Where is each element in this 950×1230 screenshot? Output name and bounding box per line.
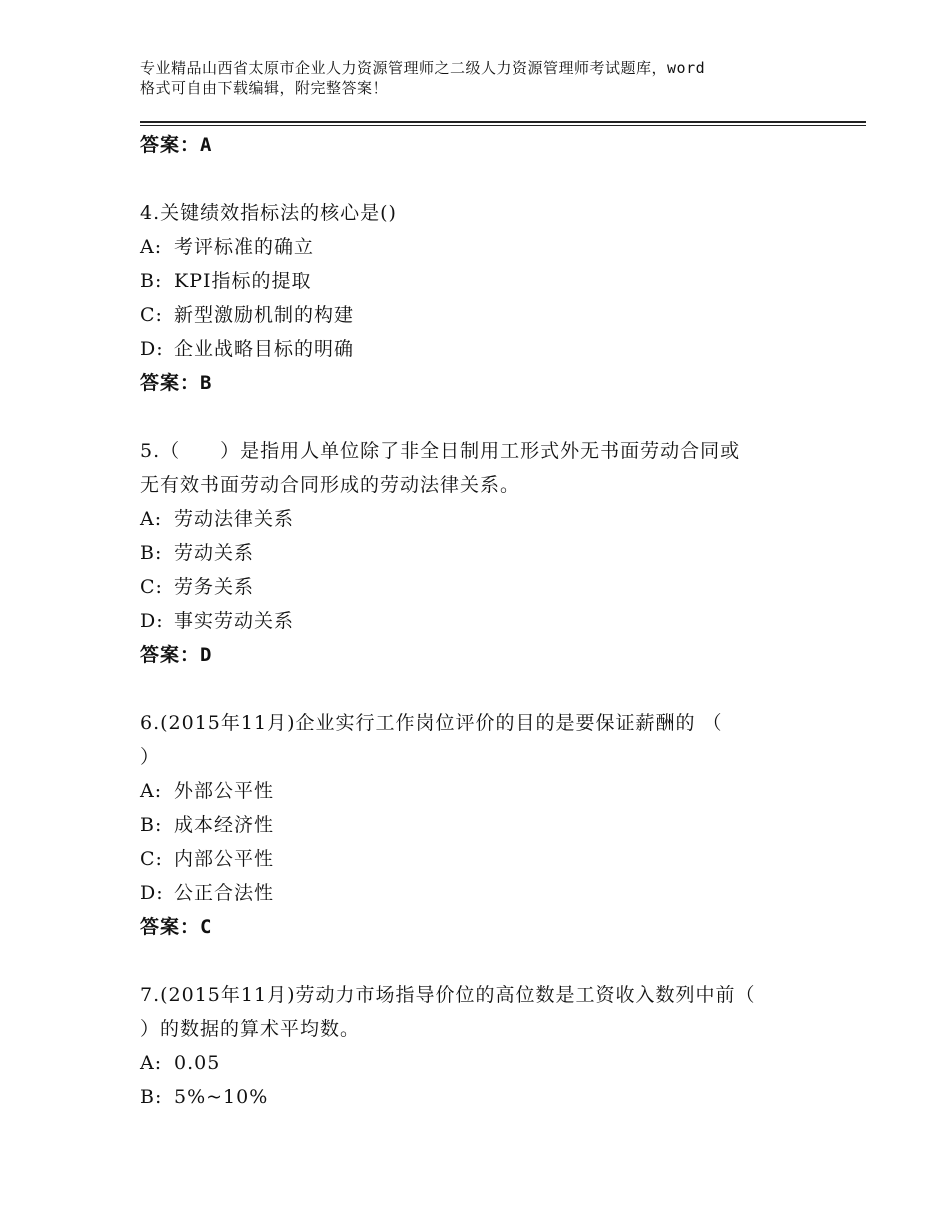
option-text: 公正合法性 [174, 882, 275, 904]
question-spacer [140, 944, 840, 978]
question-text: 7.(2015年11月)劳动力市场指导价位的高位数是工资收入数列中前（ [140, 984, 756, 1006]
option-row [140, 842, 840, 876]
option-label: A: [140, 508, 163, 530]
option-label: B: [140, 814, 163, 836]
option-row [140, 774, 840, 808]
question-text: 5.（ ）是指用人单位除了非全日制用工形式外无书面劳动合同或 [140, 440, 741, 462]
answer-label: 答案：B [140, 372, 213, 394]
header-line-2: 格式可自由下载编辑，附完整答案！ [140, 79, 389, 97]
option-text: 劳动关系 [174, 542, 255, 564]
option-row [140, 1080, 840, 1114]
answer-label: 答案：D [140, 644, 213, 666]
option-label: C: [140, 576, 163, 598]
document-header [140, 58, 830, 98]
option-label: B: [140, 1086, 163, 1108]
option-label: A: [140, 780, 163, 802]
option-text: 劳务关系 [174, 576, 255, 598]
header-rule-thin [140, 125, 866, 126]
header-rule-thick [140, 121, 866, 123]
question-block [140, 978, 840, 1114]
question-block [140, 706, 840, 944]
question-text: 无有效书面劳动合同形成的劳动法律关系。 [140, 474, 521, 496]
question-text: 4.关键绩效指标法的核心是() [140, 202, 397, 224]
option-row [140, 298, 840, 332]
option-text: 内部公平性 [174, 848, 275, 870]
question-block [140, 196, 840, 400]
header-line-1: 专业精品山西省太原市企业人力资源管理师之二级人力资源管理师考试题库，word [140, 59, 706, 77]
answer-label: 答案：C [140, 916, 213, 938]
option-row [140, 264, 840, 298]
question-spacer [140, 162, 840, 196]
question-text: ） [140, 746, 161, 768]
answer-label: 答案：A [140, 134, 213, 156]
option-label: B: [140, 270, 163, 292]
option-row [140, 230, 840, 264]
option-text: 0.05 [174, 1052, 221, 1074]
option-row [140, 1046, 840, 1080]
option-label: D: [140, 610, 164, 632]
option-row [140, 808, 840, 842]
option-row [140, 536, 840, 570]
question-spacer [140, 672, 840, 706]
option-text: 劳动法律关系 [174, 508, 295, 530]
option-text: KPI指标的提取 [174, 270, 312, 292]
option-label: A: [140, 1052, 163, 1074]
option-label: D: [140, 882, 164, 904]
question-text: ）的数据的算术平均数。 [140, 1018, 361, 1040]
option-label: C: [140, 304, 163, 326]
option-text: 外部公平性 [174, 780, 275, 802]
option-text: 成本经济性 [174, 814, 275, 836]
option-row [140, 876, 840, 910]
option-label: D: [140, 338, 164, 360]
option-text: 企业战略目标的明确 [174, 338, 355, 360]
question-block [140, 434, 840, 672]
option-text: 5%~10% [174, 1086, 269, 1108]
questions-container [140, 162, 840, 1114]
option-row [140, 332, 840, 366]
option-row [140, 502, 840, 536]
question-list [140, 128, 840, 1114]
question-text: 6.(2015年11月)企业实行工作岗位评价的目的是要保证薪酬的 （ [140, 712, 723, 734]
option-label: B: [140, 542, 163, 564]
option-row [140, 570, 840, 604]
option-text: 考评标准的确立 [174, 236, 315, 258]
option-text: 事实劳动关系 [174, 610, 295, 632]
option-label: A: [140, 236, 163, 258]
option-text: 新型激励机制的构建 [174, 304, 355, 326]
question-spacer [140, 400, 840, 434]
option-row [140, 604, 840, 638]
option-label: C: [140, 848, 163, 870]
